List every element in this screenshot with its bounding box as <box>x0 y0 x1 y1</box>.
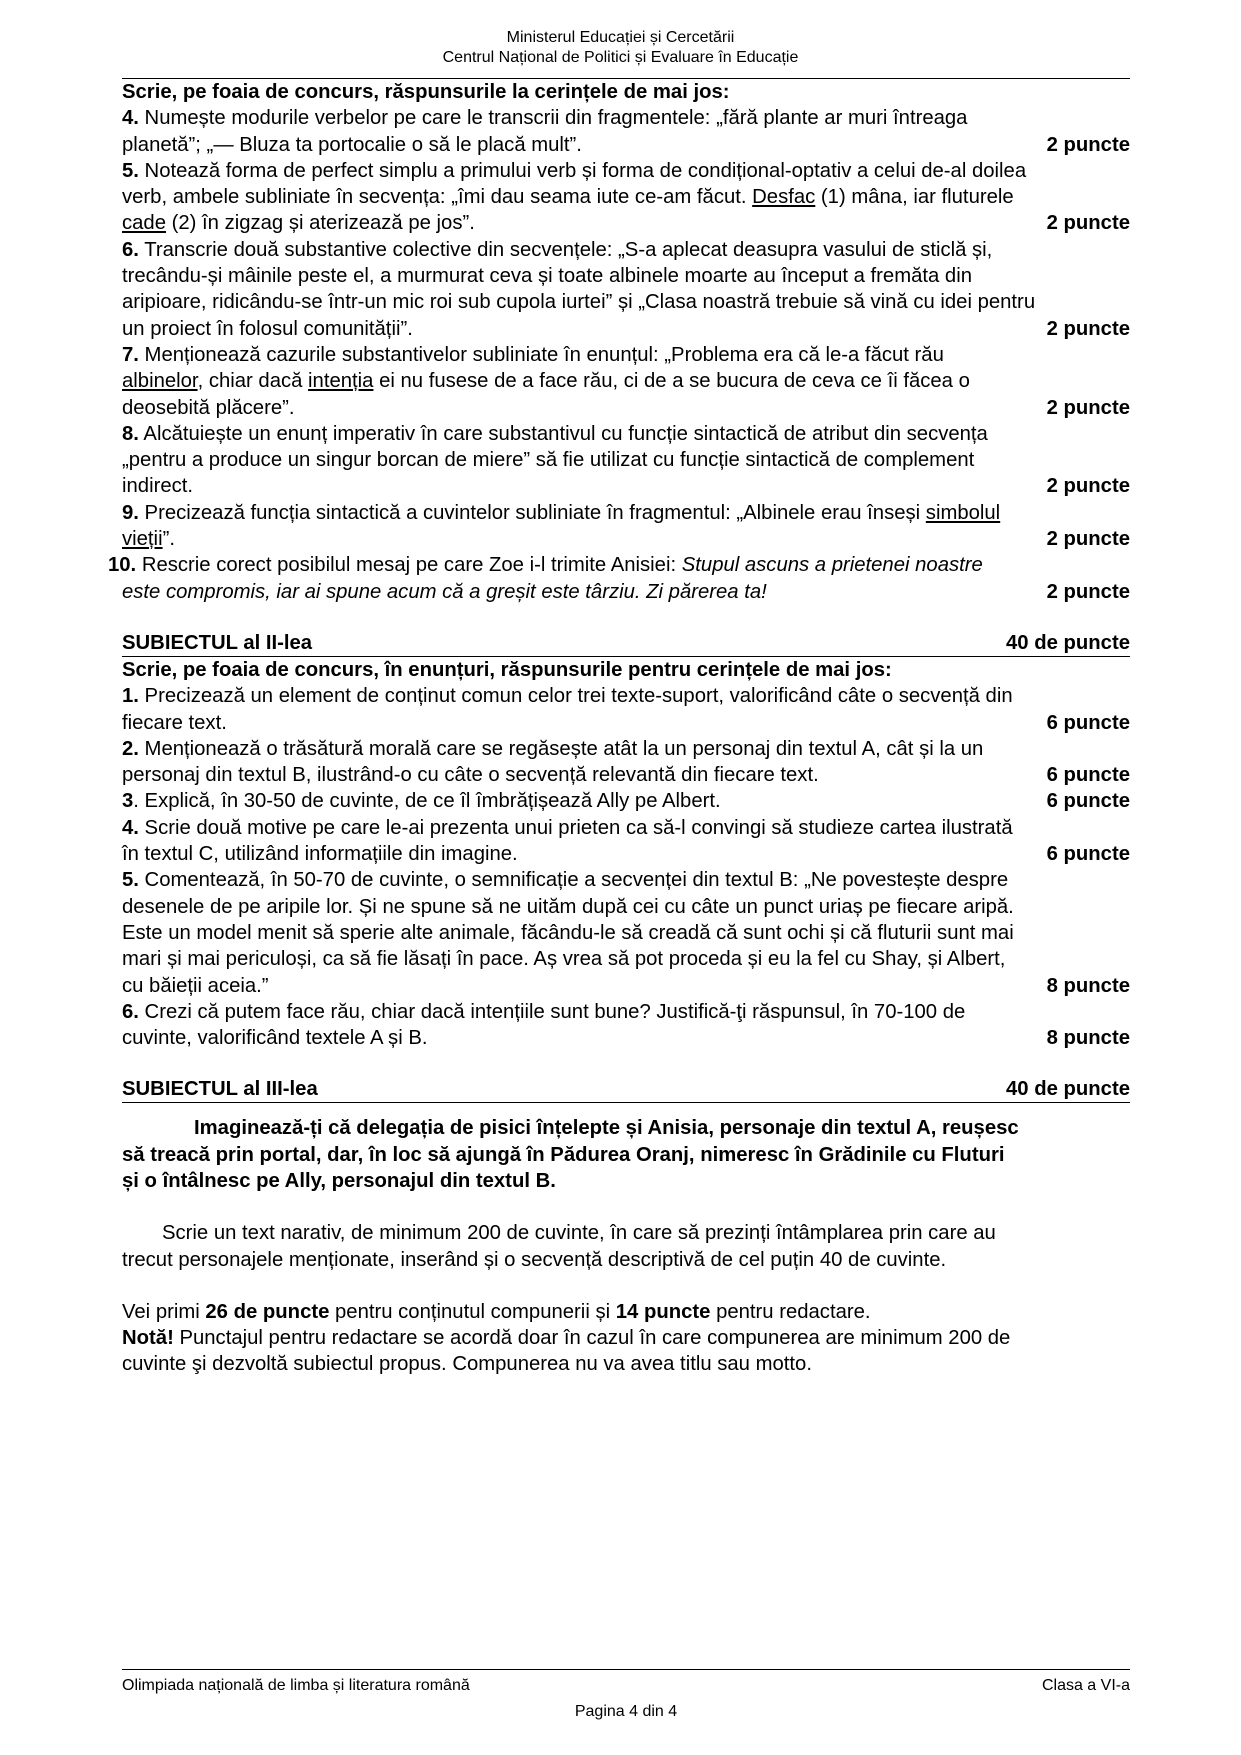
question-number: 7. <box>122 343 139 366</box>
question-text: în textul C, utilizând informațiile din imagine. <box>122 843 518 866</box>
question-text: trecându-și mâinile peste el, a murmurat ceva și toate albinele moarte au început a fremăta din <box>122 265 973 288</box>
writing-score: 14 puncte <box>615 1300 711 1323</box>
question-italic-text: Stupul ascuns a prietenei noastre <box>681 554 983 577</box>
question-points: 6 puncte <box>1046 790 1130 813</box>
question-text: aripioare, ridicându-se într-un mic roi sub cupola iurtei” și „Clasa noastră trebuie să vină cu idei pentru <box>122 291 1036 314</box>
part3-scoring: Vei primi 26 de puncte pentru conținutul compunerii și 14 puncte pentru redactare. <box>122 1300 871 1323</box>
question-1-10 <box>108 552 1130 605</box>
part2-points: 40 de puncte <box>1006 631 1130 654</box>
task-line: Scrie un text narativ, de minimum 200 de cuvinte, în care să prezinți întâmplarea prin care au <box>162 1222 996 1245</box>
page-footer <box>122 1676 1130 1722</box>
question-italic-text: este compromis, iar ai spune acum că a greșit este târziu. Zi părerea ta! <box>122 580 767 603</box>
question-number: 5. <box>122 869 139 892</box>
note-label: Notă! <box>122 1327 174 1350</box>
underlined-word: vieții <box>122 528 163 551</box>
part2-instruction: Scrie, pe foaia de concurs, în enunțuri, răspunsurile pentru cerințele de mai jos: <box>122 658 892 681</box>
question-text: Numește modurile verbelor pe care le transcrii din fragmentele: „fără plante ar muri întreaga <box>138 107 968 130</box>
underlined-word: simbolul <box>925 501 1001 524</box>
task-line: trecut personajele menționate, inserând și o secvență descriptivă de cel puțin 40 de cuvinte. <box>122 1248 947 1271</box>
question-points: 2 puncte <box>1046 528 1130 551</box>
question-number: 4. <box>122 107 139 130</box>
question-text: . Explică, în 30-50 de cuvinte, de ce îl îmbrățișează Ally pe Albert. <box>133 790 721 813</box>
question-text: cuvinte, valorificând textele A și B. <box>122 1027 428 1050</box>
part3-points: 40 de puncte <box>1006 1078 1130 1101</box>
part3-prompt <box>122 1115 1130 1194</box>
question-text: , chiar dacă <box>197 370 309 393</box>
question-text: Scrie două motive pe care le-ai prezenta unui prieten ca să-l convingi să studieze cartea ilustrată <box>138 816 1013 839</box>
footer-olympiad: Olimpiada națională de limba și literatura română <box>122 1677 470 1694</box>
question-2-3 <box>122 788 1130 814</box>
part3-note <box>122 1325 1130 1351</box>
question-text: Comentează, în 50-70 de cuvinte, o semnificație a secvenței din textul B: „Ne povestește despre <box>138 869 1009 892</box>
question-points: 2 puncte <box>1046 396 1130 419</box>
question-1-5 <box>122 158 1130 237</box>
prompt-line: și o întâlnesc pe Ally, personajul din textul B. <box>122 1169 556 1192</box>
part2-title: SUBIECTUL al II-lea <box>122 631 313 654</box>
question-text: ei nu fusese de a face rău, ci de a se bucura de ceva ce îi făcea o <box>373 370 970 393</box>
question-text: mari și mai periculoși, ca să fie lăsați în pace. Aș vrea să pot proceda și eu la fel cu Shay, și Albert, <box>122 948 1006 971</box>
content-score: 26 de puncte <box>205 1300 330 1323</box>
question-text: personaj din textul B, ilustrând-o cu câte o secvență relevantă din fiecare text. <box>122 764 819 787</box>
question-1-7 <box>122 342 1130 421</box>
underlined-word: cade <box>122 212 166 235</box>
question-text: indirect. <box>122 475 194 498</box>
part3-heading <box>122 1077 1130 1103</box>
question-text: un proiect în folosul comunității”. <box>122 317 413 340</box>
note-text: Punctajul pentru redactare se acordă doar în cazul în care compunerea are minimum 200 de <box>173 1327 1011 1350</box>
question-2-4 <box>122 815 1130 868</box>
prompt-line: Imaginează-ți că delegația de pisici înțelepte și Anisia, personaje din textul A, reușesc <box>194 1117 1019 1140</box>
question-points: 2 puncte <box>1046 475 1130 498</box>
footer-divider <box>122 1669 1130 1670</box>
question-number: 6. <box>122 1000 139 1023</box>
question-number: 8. <box>122 422 139 445</box>
question-2-6 <box>122 999 1130 1052</box>
question-text: Menționează cazurile substantivelor subliniate în enunțul: „Problema era că le-a făcut rău <box>138 343 944 366</box>
question-text: (1) mâna, iar fluturele <box>815 186 1014 209</box>
question-points: 8 puncte <box>1046 974 1130 997</box>
question-text: fiecare text. <box>122 711 227 734</box>
question-number: 2. <box>122 737 139 760</box>
page-number: Pagina 4 din 4 <box>574 1703 678 1720</box>
question-1-8 <box>122 421 1130 500</box>
underlined-word: Desfac <box>752 186 816 209</box>
question-2-1 <box>122 683 1130 736</box>
question-points: 6 puncte <box>1046 764 1130 787</box>
question-1-6 <box>122 237 1130 342</box>
question-text: Precizează funcția sintactică a cuvintelor subliniate în fragmentul: „Albinele erau înseși <box>138 501 926 524</box>
page-header <box>0 28 1241 68</box>
underlined-word: intenția <box>308 370 374 393</box>
prompt-line: să treacă prin portal, dar, în loc să ajungă în Pădurea Oranj, nimeresc în Grădinile cu Fluturi <box>122 1143 1005 1166</box>
question-1-9 <box>122 500 1130 553</box>
question-text: desenele de pe aripile lor. Și ne spune să ne uităm după cei cu câte un punct uriaș pe fiecare aripă. <box>122 895 1014 918</box>
question-number: 9. <box>122 501 139 524</box>
question-points: 8 puncte <box>1046 1027 1130 1050</box>
question-text: Alcătuiește un enunț imperativ în care substantivul cu funcție sintactică de atribut din secvența <box>138 422 988 445</box>
question-text: Crezi că putem face rău, chiar dacă intențiile sunt bune? Justifică-ţi răspunsul, în 70-100 de <box>138 1000 966 1023</box>
question-2-5 <box>122 867 1130 998</box>
question-text: Menționează o trăsătură morală care se regăsește atât la un personaj din textul A, cât și la un <box>138 737 984 760</box>
question-text: Precizează un element de conținut comun celor trei texte-suport, valorificând câte o secvență din <box>138 685 1013 708</box>
question-text: „pentru a produce un singur borcan de miere” să fie utilizat cu funcție sintactică de complement <box>122 449 975 472</box>
question-number: 4. <box>122 816 139 839</box>
question-text: Notează forma de perfect simplu a primului verb și forma de condițional-optativ a celui de-al doilea <box>138 159 1027 182</box>
question-points: 2 puncte <box>1046 580 1130 603</box>
question-text: Este un model menit să sperie alte animale, făcându-le să creadă că sunt ochi și că fluturii sunt mai <box>122 921 1014 944</box>
question-number: 1. <box>122 685 139 708</box>
part3-task <box>122 1220 1130 1273</box>
question-points: 2 puncte <box>1046 317 1130 340</box>
note-text: cuvinte şi dezvoltă subiectul propus. Compunerea nu va avea titlu sau motto. <box>122 1353 812 1376</box>
question-text: cu băieții aceia.” <box>122 974 269 997</box>
question-text: planetă”; „— Bluza ta portocalie o să le placă mult”. <box>122 133 582 156</box>
exam-content <box>108 79 1130 1378</box>
question-points: 2 puncte <box>1046 212 1130 235</box>
question-text: deosebită plăcere”. <box>122 396 295 419</box>
question-text: verb, ambele subliniate în secvența: „îmi dau seama iute ce-am făcut. <box>122 186 753 209</box>
question-number: 5. <box>122 159 139 182</box>
question-text: Transcrie două substantive colective din secvențele: „S-a aplecat deasupra vasului de sticlă și, <box>138 238 993 261</box>
center-name: Centrul Național de Politici și Evaluare în Educație <box>442 49 799 66</box>
part2-heading <box>122 631 1130 657</box>
footer-grade: Clasa a VI-a <box>1041 1677 1130 1694</box>
part3-title: SUBIECTUL al III-lea <box>122 1078 318 1101</box>
question-text: ”. <box>162 528 175 551</box>
question-number: 6. <box>122 238 139 261</box>
question-2-2 <box>122 736 1130 789</box>
question-points: 6 puncte <box>1046 711 1130 734</box>
question-text: Rescrie corect posibilul mesaj pe care Zoe i-l trimite Anisiei: <box>136 554 682 577</box>
question-text: (2) în zigzag și aterizează pe jos”. <box>165 212 475 235</box>
question-1-4 <box>122 105 1130 158</box>
underlined-word: albinelor <box>122 370 198 393</box>
question-points: 2 puncte <box>1046 133 1130 156</box>
part1-instruction: Scrie, pe foaia de concurs, răspunsurile la cerințele de mai jos: <box>122 81 730 103</box>
question-points: 6 puncte <box>1046 843 1130 866</box>
question-number: 10. <box>108 554 137 577</box>
ministry-name: Ministerul Educației și Cercetării <box>506 29 735 46</box>
question-number: 3 <box>122 790 134 813</box>
